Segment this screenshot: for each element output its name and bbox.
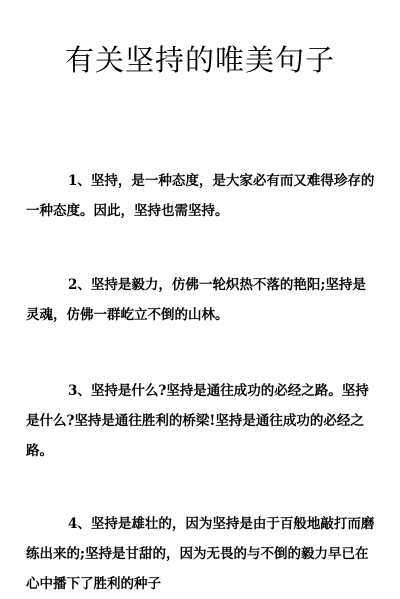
paragraph-1: 1、坚持，是一种态度，是大家必有而又难得珍存的一种态度。因此，坚持也需坚持。: [26, 173, 375, 219]
page-title: 有关坚持的唯美句子: [64, 43, 335, 77]
paragraph-2: 2、坚持是毅力，仿佛一轮炽热不落的艳阳;坚持是灵魂，仿佛一群屹立不倒的山林。: [26, 277, 366, 323]
paragraph-3: 3、坚持是什么?坚持是通往成功的必经之路。坚持是什么?坚持是通往胜利的桥梁!坚持是通往成功的必经之路。: [26, 383, 369, 459]
paragraph-4: 4、坚持是雄壮的，因为坚持是由于百般地敲打而磨练出来的;坚持是甘甜的，因为无畏的与不倒的毅力早已在心中播下了胜利的种子: [26, 516, 375, 592]
